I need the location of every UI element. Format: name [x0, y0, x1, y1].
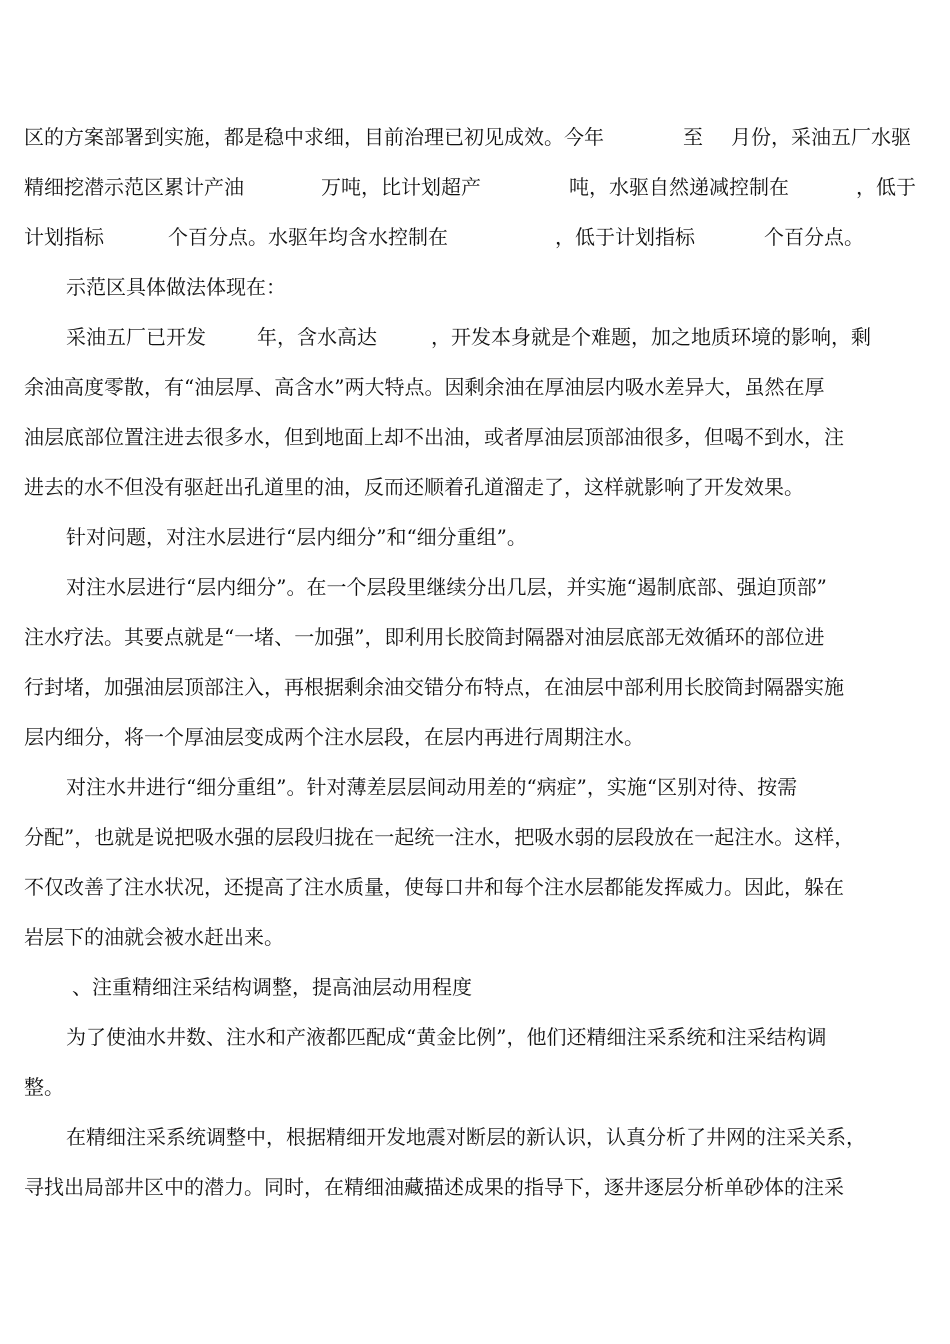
text-line — [0, 1022, 950, 1052]
text-segment: 寻找出局部井区中的潜力。同时，在精细油藏描述成果的指导下，逐井逐层分析单砂体的注采 — [24, 1175, 844, 1199]
text-segment: 分配”，也就是说把吸水强的层段归拢在一起统一注水，把吸水弱的层段放在一起注水。这样， — [24, 825, 855, 849]
text-line — [0, 122, 950, 152]
text-segment: 区的方案部署到实施，都是稳中求细，目前治理已初见成效。今年 — [24, 125, 604, 149]
text-segment: 月份，采油五厂水驱 — [731, 125, 911, 149]
text-line — [0, 972, 950, 1002]
text-line — [0, 622, 950, 652]
text-line — [0, 772, 950, 802]
text-line — [0, 222, 950, 252]
text-line — [0, 722, 950, 752]
text-line — [0, 522, 950, 552]
text-line — [0, 822, 950, 852]
text-line — [0, 1172, 950, 1202]
text-segment: 对注水层进行“层内细分”。在一个层段里继续分出几层，并实施“遏制底部、强迫顶部” — [66, 575, 827, 599]
text-segment: 至 — [683, 125, 703, 149]
text-line — [0, 472, 950, 502]
text-segment: 行封堵，加强油层顶部注入，再根据剩余油交错分布特点，在油层中部利用长胶筒封隔器实施 — [24, 675, 844, 699]
text-segment: 层内细分，将一个厚油层变成两个注水层段，在层内再进行周期注水。 — [24, 725, 644, 749]
text-segment: 示范区具体做法体现在： — [66, 275, 286, 299]
text-line — [0, 172, 950, 202]
text-segment: 在精细注采系统调整中，根据精细开发地震对断层的新认识，认真分析了井网的注采关系， — [66, 1125, 866, 1149]
text-segment: 精细挖潜示范区累计产油 — [24, 175, 244, 199]
text-line — [0, 922, 950, 952]
text-line — [0, 872, 950, 902]
text-segment: 为了使油水井数、注水和产液都匹配成“黄金比例”，他们还精细注采系统和注采结构调 — [66, 1025, 827, 1049]
text-segment: 计划指标 — [24, 225, 104, 249]
text-segment: 整。 — [24, 1075, 64, 1099]
text-segment: 油层底部位置注进去很多水，但到地面上却不出油，或者厚油层顶部油很多，但喝不到水，注 — [24, 425, 844, 449]
text-line — [0, 672, 950, 702]
heading-text: 、注重精细注采结构调整，提高油层动用程度 — [72, 975, 472, 999]
text-segment: 注水疗法。其要点就是“一堵、一加强”，即利用长胶筒封隔器对油层底部无效循环的部位进 — [24, 625, 825, 649]
text-line — [0, 272, 950, 302]
text-segment: 不仅改善了注水状况，还提高了注水质量，使每口井和每个注水层都能发挥威力。因此，躲在 — [24, 875, 844, 899]
text-line — [0, 372, 950, 402]
text-line — [0, 572, 950, 602]
text-line — [0, 1072, 950, 1102]
text-line — [0, 322, 950, 352]
text-segment: 吨，水驱自然递减控制在 — [569, 175, 789, 199]
text-segment: 年，含水高达 — [257, 325, 377, 349]
text-segment: 进去的水不但没有驱赶出孔道里的油，反而还顺着孔道溜走了，这样就影响了开发效果。 — [24, 475, 804, 499]
text-segment: 余油高度零散，有“油层厚、高含水”两大特点。因剩余油在厚油层内吸水差异大，虽然在厚 — [24, 375, 825, 399]
text-segment: 对注水井进行“细分重组”。针对薄差层层间动用差的“病症”，实施“区别对待、按需 — [66, 775, 798, 799]
text-segment: ，低于 — [856, 175, 916, 199]
text-segment: 个百分点。 — [764, 225, 864, 249]
text-segment: 采油五厂已开发 — [66, 325, 206, 349]
text-segment: 针对问题，对注水层进行“层内细分”和“细分重组”。 — [66, 525, 527, 549]
text-line — [0, 422, 950, 452]
text-segment: ，开发本身就是个难题，加之地质环境的影响，剩 — [431, 325, 871, 349]
text-segment: 个百分点。水驱年均含水控制在 — [168, 225, 448, 249]
text-segment: ，低于计划指标 — [555, 225, 695, 249]
text-segment: 岩层下的油就会被水赶出来。 — [24, 925, 284, 949]
text-line — [0, 1122, 950, 1152]
text-segment: 万吨，比计划超产 — [321, 175, 481, 199]
